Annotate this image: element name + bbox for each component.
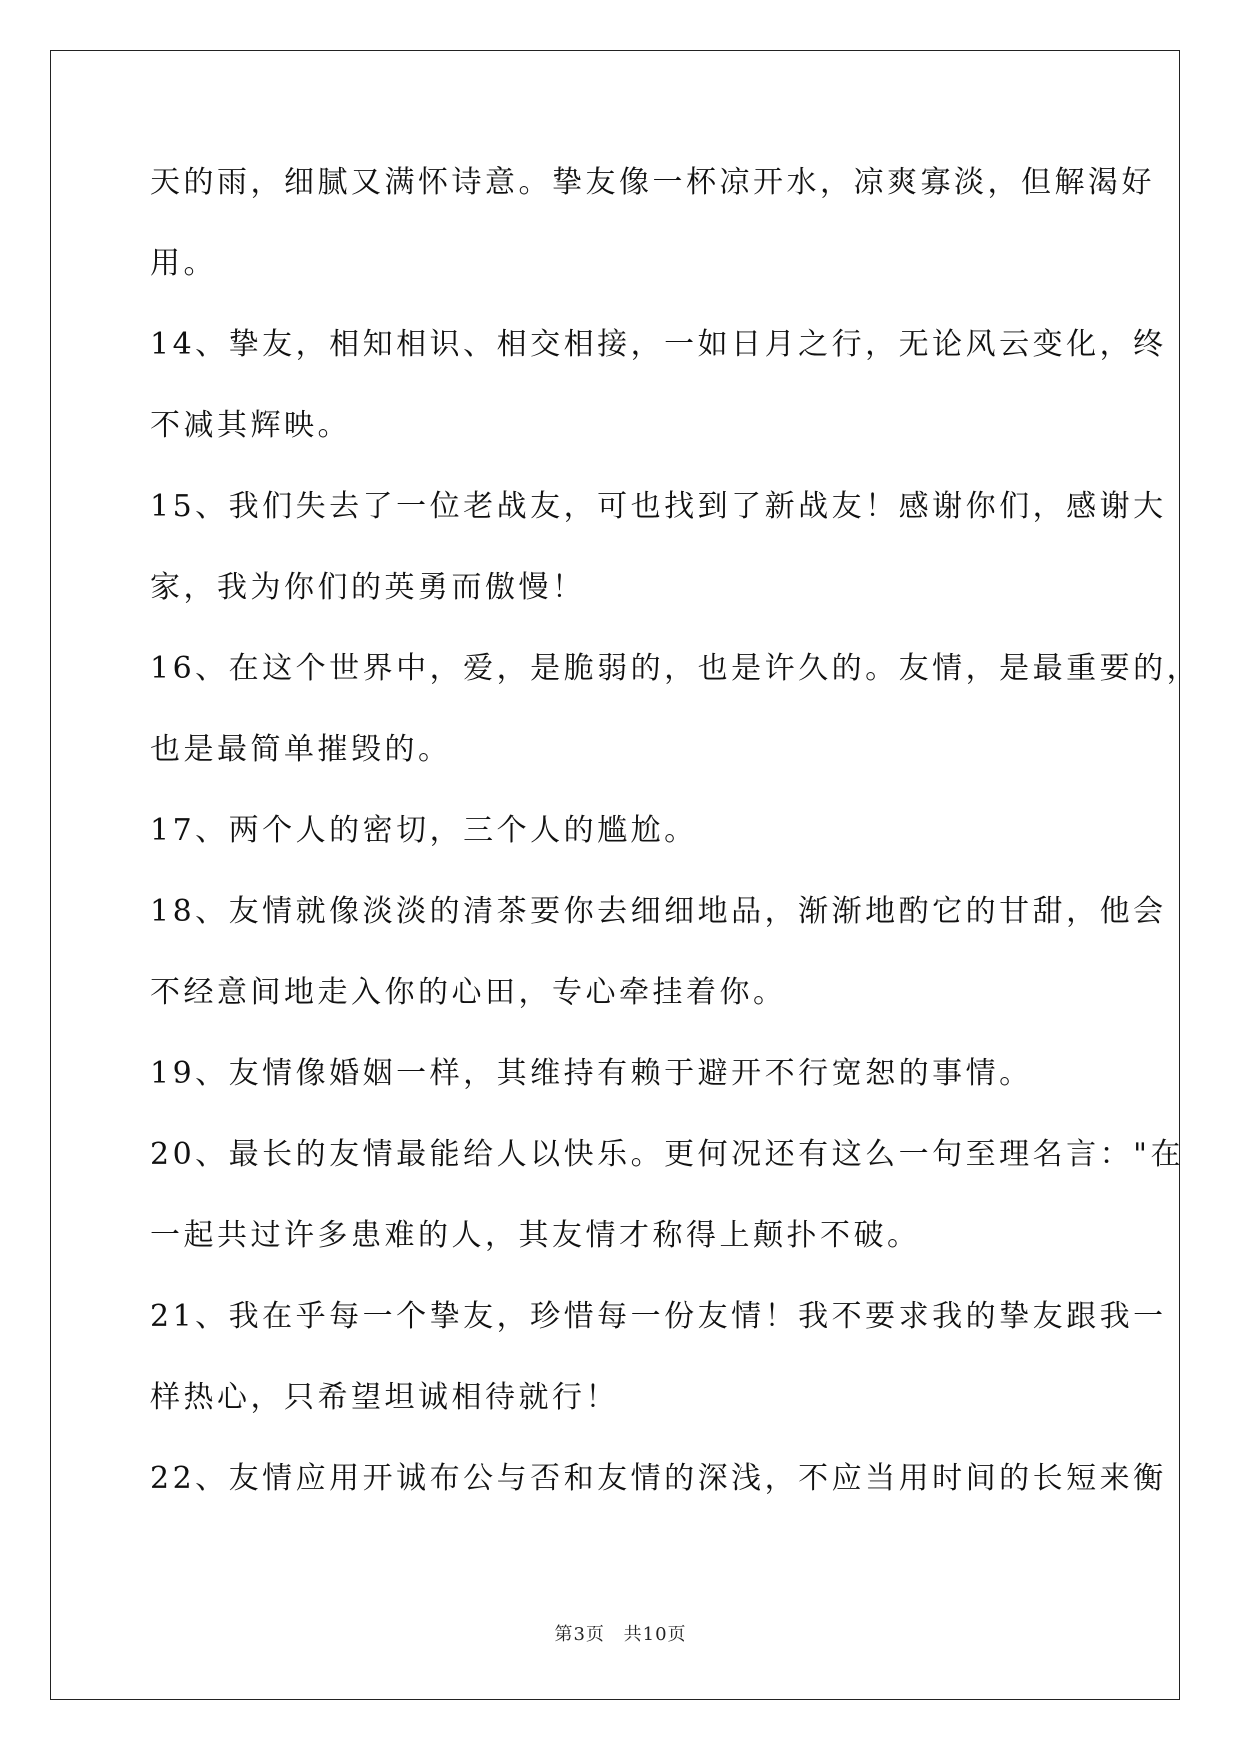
text-line: 15、我们失去了一位老战友，可也找到了新战友！感谢你们，感谢大 bbox=[150, 489, 1167, 524]
text-line: 18、友情就像淡淡的清茶要你去细细地品，渐渐地酌它的甘甜，他会 bbox=[150, 894, 1167, 929]
text-line: 21、我在乎每一个挚友，珍惜每一份友情！我不要求我的挚友跟我一 bbox=[150, 1299, 1167, 1334]
text-line: 22、友情应用开诚布公与否和友情的深浅，不应当用时间的长短来衡 bbox=[150, 1461, 1167, 1496]
text-line: 不减其辉映。 bbox=[150, 408, 351, 443]
text-line: 19、友情像婚姻一样，其维持有赖于避开不行宽恕的事情。 bbox=[150, 1056, 1033, 1091]
page-footer bbox=[0, 1620, 1241, 1646]
text-line: 14、挚友，相知相识、相交相接，一如日月之行，无论风云变化，终 bbox=[150, 327, 1167, 362]
total-page-count: 共10页 bbox=[623, 1624, 687, 1645]
text-line: 不经意间地走入你的心田，专心牵挂着你。 bbox=[150, 975, 787, 1010]
document-body bbox=[150, 163, 1201, 1540]
text-line: 家，我为你们的英勇而傲慢！ bbox=[150, 570, 586, 605]
text-line: 一起共过许多患难的人，其友情才称得上颠扑不破。 bbox=[150, 1218, 921, 1253]
text-line: 17、两个人的密切，三个人的尴尬。 bbox=[150, 813, 698, 848]
text-line: 16、在这个世界中，爱，是脆弱的，也是许久的。友情，是最重要的， bbox=[150, 651, 1201, 686]
text-line: 天的雨，细腻又满怀诗意。挚友像一杯凉开水，凉爽寡淡，但解渴好 bbox=[150, 165, 1155, 200]
text-line: 样热心，只希望坦诚相待就行！ bbox=[150, 1380, 619, 1415]
text-line: 20、最长的友情最能给人以快乐。更何况还有这么一句至理名言："在 bbox=[150, 1137, 1184, 1172]
text-line: 也是最简单摧毁的。 bbox=[150, 732, 452, 767]
text-line: 用。 bbox=[150, 246, 217, 281]
current-page-number: 第3页 bbox=[554, 1624, 605, 1645]
